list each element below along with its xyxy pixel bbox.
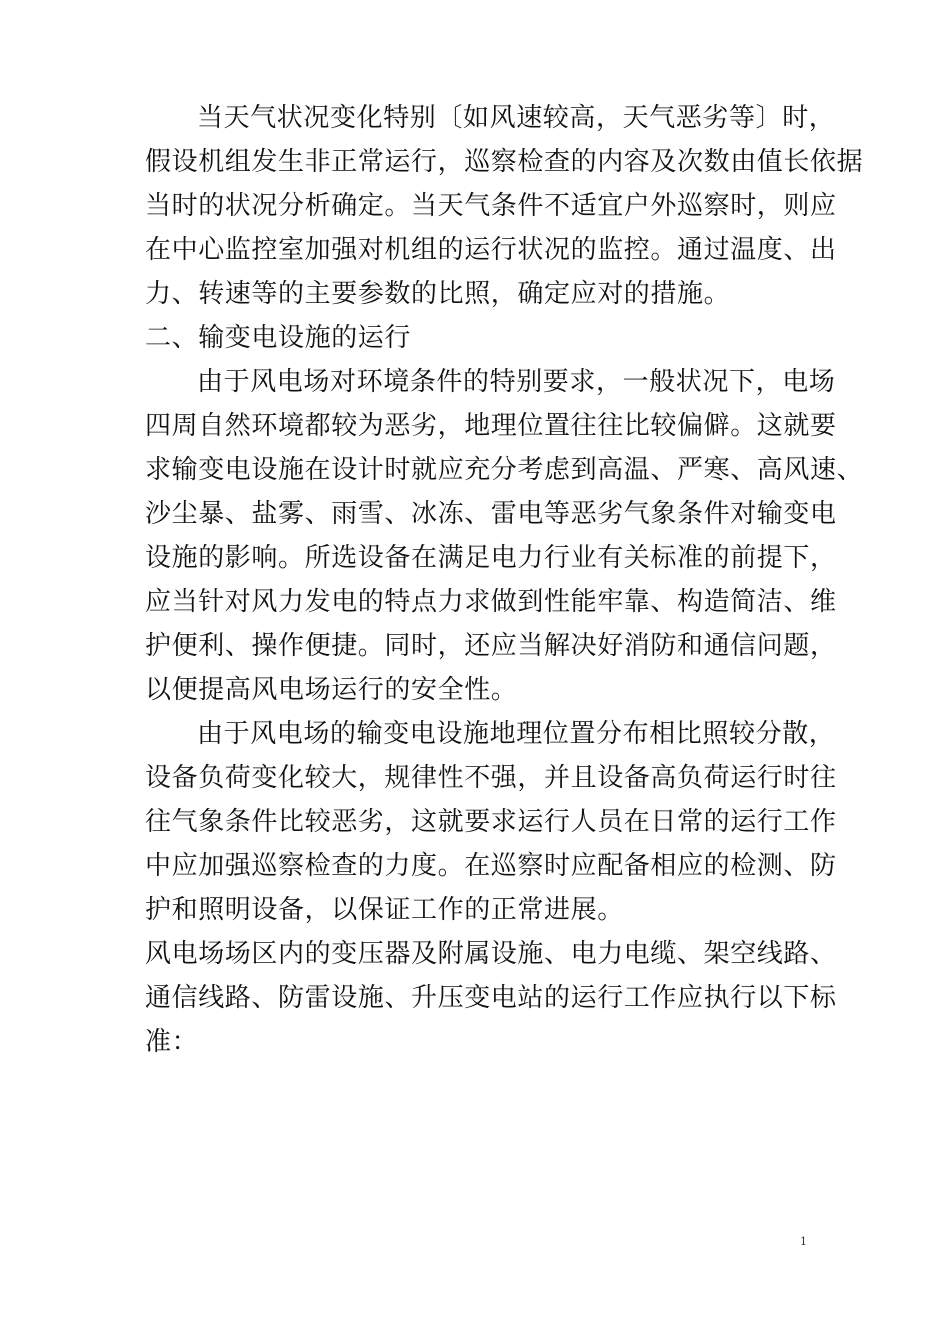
paragraph-1-line-1: 当天气状况变化特别〔如风速较高，天气恶劣等〕时， bbox=[197, 103, 836, 133]
paragraph-2-line-2: 四周自然环境都较为恶劣，地理位置往往比较偏僻。这就要 bbox=[145, 411, 837, 441]
paragraph-1-line-4: 在中心监控室加强对机组的运行状况的监控。通过温度、出 bbox=[145, 235, 837, 265]
paragraph-2-line-8: 以便提高风电场运行的安全性。 bbox=[145, 675, 518, 705]
paragraph-1-line-5: 力、转速等的主要参数的比照，确定应对的措施。 bbox=[145, 279, 731, 309]
paragraph-2-line-4: 沙尘暴、盐雾、雨雪、冰冻、雷电等恶劣气象条件对输变电 bbox=[145, 499, 837, 529]
paragraph-1-line-2: 假设机组发生非正常运行，巡察检查的内容及次数由值长依据 bbox=[145, 147, 864, 177]
paragraph-3-line-5: 护和照明设备，以保证工作的正常进展。 bbox=[145, 895, 624, 925]
paragraph-4-line-3: 准： bbox=[145, 1027, 199, 1057]
paragraph-3-line-1: 由于风电场的输变电设施地理位置分布相比照较分散， bbox=[197, 719, 836, 749]
paragraph-2-line-6: 应当针对风力发电的特点力求做到性能牢靠、构造简洁、维 bbox=[145, 587, 837, 617]
paragraph-3-line-2: 设备负荷变化较大，规律性不强，并且设备高负荷运行时往 bbox=[145, 763, 837, 793]
paragraph-2-line-1: 由于风电场对环境条件的特别要求，一般状况下，电场 bbox=[197, 367, 836, 397]
section-heading: 二、输变电设施的运行 bbox=[145, 323, 412, 353]
page-number: 1 bbox=[800, 1235, 807, 1248]
paragraph-1-line-3: 当时的状况分析确定。当天气条件不适宜户外巡察时，则应 bbox=[145, 191, 837, 221]
paragraph-2-line-3: 求输变电设施在设计时就应充分考虑到高温、严寒、高风速、 bbox=[145, 455, 864, 485]
paragraph-4-line-2: 通信线路、防雷设施、升压变电站的运行工作应执行以下标 bbox=[145, 983, 837, 1013]
paragraph-2-line-7: 护便利、操作便捷。同时，还应当解决好消防和通信问题， bbox=[145, 631, 837, 661]
paragraph-3-line-4: 中应加强巡察检查的力度。在巡察时应配备相应的检测、防 bbox=[145, 851, 837, 881]
paragraph-3-line-3: 往气象条件比较恶劣，这就要求运行人员在日常的运行工作 bbox=[145, 807, 837, 837]
paragraph-4-line-1: 风电场场区内的变压器及附属设施、电力电缆、架空线路、 bbox=[145, 939, 837, 969]
paragraph-2-line-5: 设施的影响。所选设备在满足电力行业有关标准的前提下， bbox=[145, 543, 837, 573]
